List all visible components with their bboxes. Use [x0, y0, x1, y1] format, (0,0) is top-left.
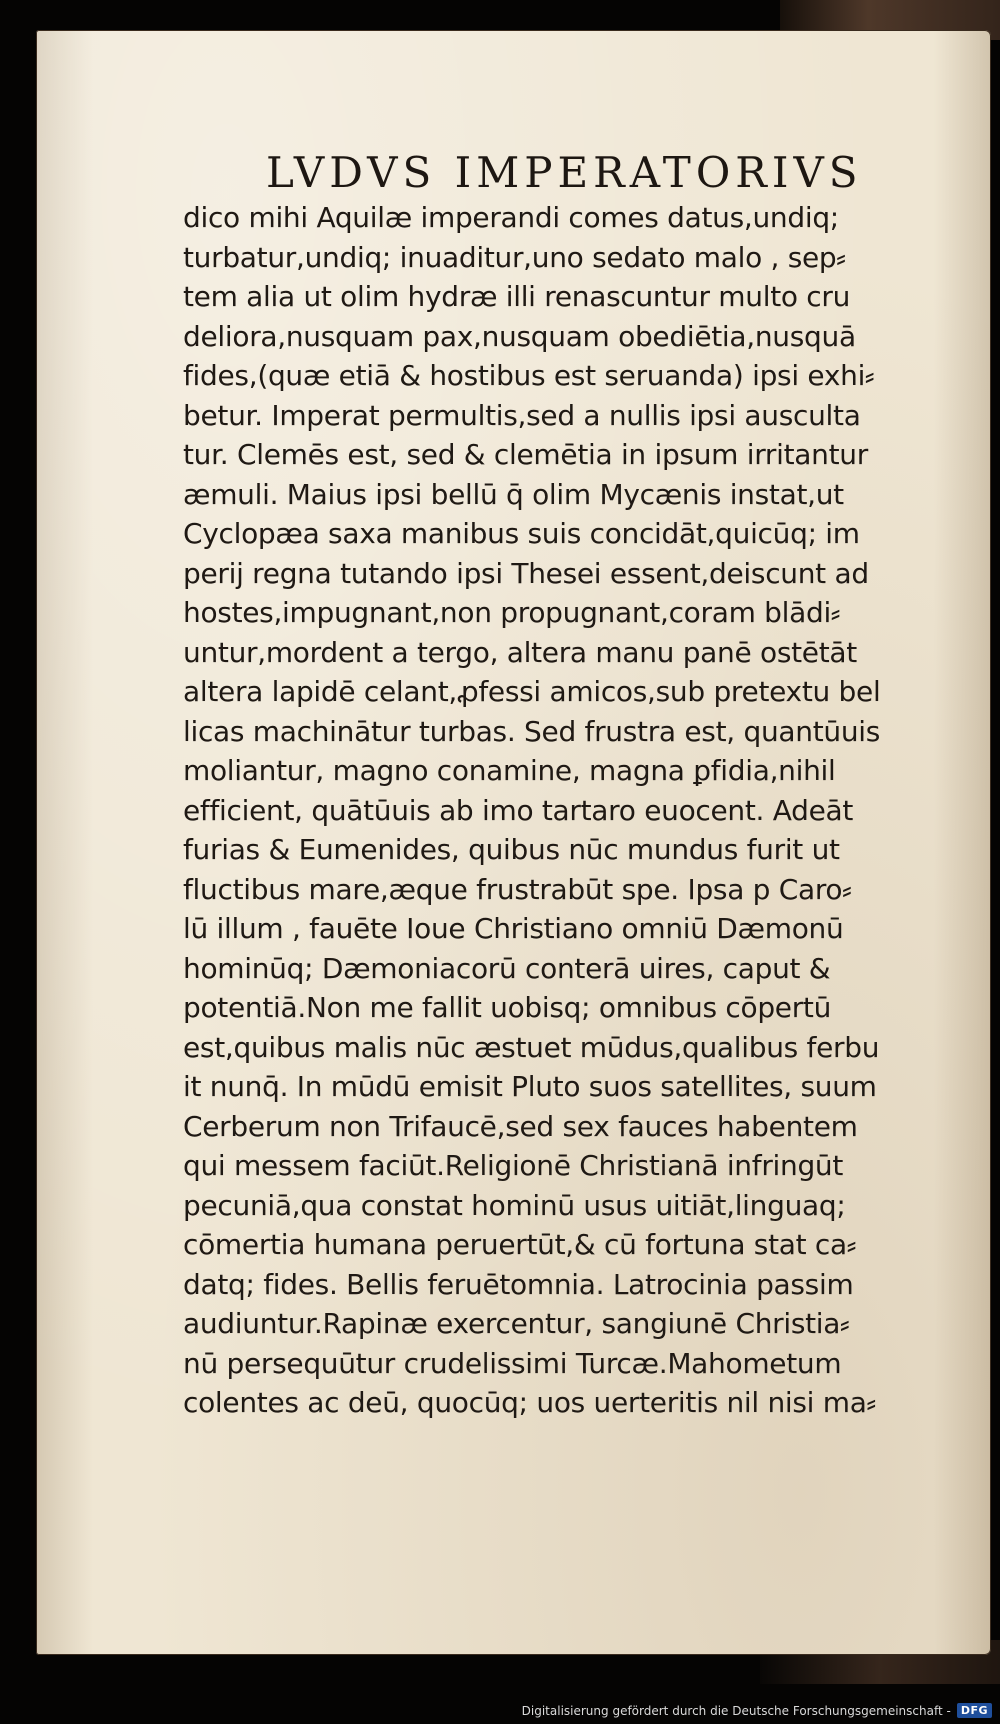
text-line: altera lapidē celant,ꝓfessi amicos,sub pretextu bel — [183, 675, 881, 708]
text-line: Cyclopæa saxa manibus suis concidāt,quicūq; im — [183, 517, 860, 550]
text-line: turbatur,undiq; inuaditur,uno sedato malo , sep⸗ — [183, 240, 846, 274]
text-line: efficient, quātūuis ab imo tartaro euocent. Adeāt — [183, 793, 854, 827]
text-line: it nunq̄. In mūdū emisit Pluto suos satellites, suum — [183, 1070, 877, 1103]
text-line: fides,(quæ etiā & hostibus est seruanda) ipsi exhi⸗ — [183, 359, 875, 392]
text-line: pecuniā,qua constat hominū usus uitiāt,linguaq; — [183, 1188, 846, 1222]
text-line: fluctibus mare,æque frustrabūt spe. Ipsa p Caro⸗ — [183, 872, 852, 906]
text-line: furias & Eumenides, quibus nūc mundus furit ut — [183, 833, 840, 866]
text-line: moliantur, magno conamine, magna ꝑfidia,nihil — [183, 754, 836, 787]
text-line: lū illum , fauēte Ioue Christiano omniū Dæmonū — [183, 912, 844, 945]
text-line: hominūq; Dæmoniacorū conterā uires, caput & — [183, 951, 831, 985]
text-line: cōmertia humana peruertūt,& cū fortuna stat ca⸗ — [183, 1228, 856, 1261]
text-line: datq; fides. Bellis feruētomnia. Latrocinia passim — [183, 1267, 854, 1301]
text-line: nū persequūtur crudelissimi Turcæ.Mahometum — [183, 1346, 842, 1380]
text-line: qui messem faciūt.Religionē Christianā infringūt — [183, 1149, 844, 1182]
body-text — [183, 198, 983, 1423]
text-line: dico mihi Aquilæ imperandi comes datus,undiq; — [183, 201, 839, 234]
text-line: est,quibus malis nūc æstuet mūdus,qualibus ferbu — [183, 1030, 880, 1064]
text-line: deliora,nusquam pax,nusquam obediētia,nusquā — [183, 319, 856, 353]
credit-text: Digitalisierung gefördert durch die Deutsche Forschungsgemeinschaft - — [521, 1703, 951, 1718]
text-line: tur. Clemēs est, sed & clemētia in ipsum irritantur — [183, 438, 868, 471]
text-line: betur. Imperat permultis,sed a nullis ipsi ausculta — [183, 398, 861, 432]
dfg-logo: DFG — [957, 1703, 992, 1718]
text-line: Cerberum non Trifaucē,sed sex fauces habentem — [183, 1109, 858, 1143]
running-head: LVDVS IMPERATORIVS — [266, 148, 863, 197]
text-line: audiuntur.Rapinæ exercentur, sangiunē Christia⸗ — [183, 1307, 850, 1340]
text-line: æmuli. Maius ipsi bellū q̄ olim Mycænis instat,ut — [183, 477, 844, 511]
text-line: perij regna tutando ipsi Thesei essent,deiscunt ad — [183, 556, 869, 590]
text-line: licas machinātur turbas. Sed frustra est, quantūuis — [183, 714, 881, 748]
text-line: tem alia ut olim hydræ illi renascuntur multo cru — [183, 280, 851, 313]
text-line: untur,mordent a tergo, altera manu panē ostētāt — [183, 635, 857, 669]
text-line: potentiā.Non me fallit uobisq; omnibus cōpertū — [183, 991, 832, 1024]
text-line: colentes ac deū, quocūq; uos uerteritis nil nisi ma⸗ — [183, 1386, 876, 1419]
text-line: hostes,impugnant,non propugnant,coram blādi⸗ — [183, 596, 840, 629]
book-page — [36, 30, 991, 1655]
digitization-credit — [522, 1703, 992, 1718]
